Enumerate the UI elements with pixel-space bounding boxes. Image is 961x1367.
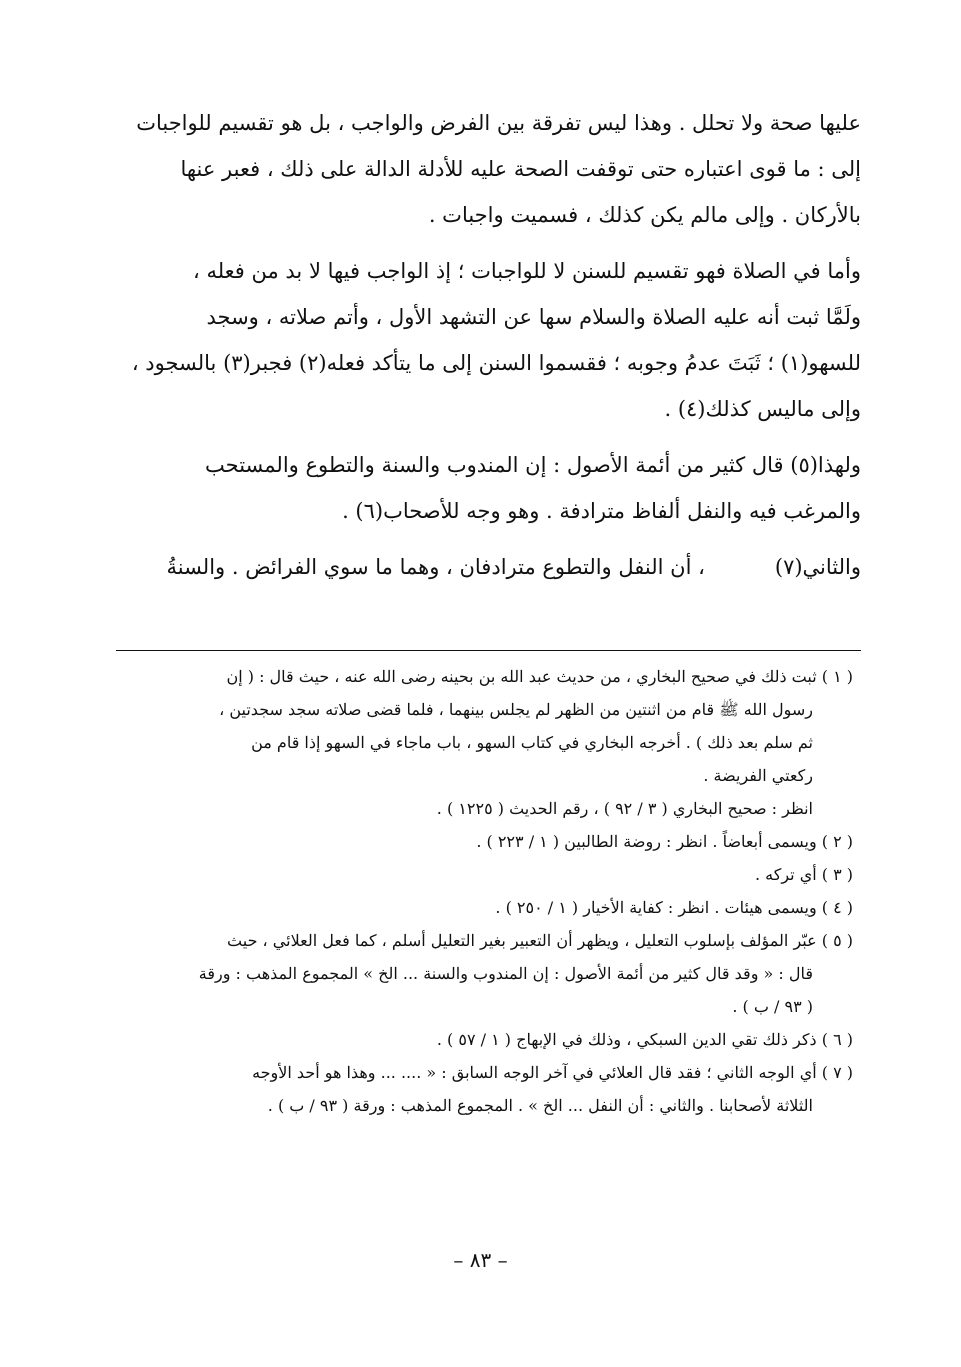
footnote-line: ( ٧ ) أي الوجه الثاني ؛ فقد قال العلائي في آخر الوجه السابق : « .... ... وهذا هو أحد الأوجه: [252, 1063, 853, 1082]
footnote-3: [118, 858, 853, 891]
text-line: ولَمَّا ثبت أنه عليه الصلاة والسلام سها عن التشهد الأول ، وأتم صلاته ، وسجد: [206, 305, 861, 329]
footnote-line: قال : « وقد قال كثير من أئمة الأصول : إن المندوب والسنة ... الخ » المجموع المذهب : ورقة: [198, 964, 813, 983]
text-line: وأما في الصلاة فهو تقسيم للسنن لا للواجبات ؛ إذ الواجب فيها لا بد من فعله ،: [192, 259, 861, 283]
footnote-separator: [116, 650, 861, 651]
footnote-7: [118, 1056, 853, 1122]
text-continuation: ، أن النفل والتطوع مترادفان ، وهما ما سوي الفرائض . والسنةُ: [166, 555, 705, 579]
paragraph-4: [118, 544, 861, 590]
footnote-4: [118, 891, 853, 924]
footnote-line: ركعتي الفريضة .: [703, 766, 813, 785]
main-text: [118, 100, 861, 590]
footnote-2: [118, 825, 853, 858]
footnote-1: [118, 660, 853, 825]
footnote-line: ( ٢ ) ويسمى أبعاضاً . انظر : روضة الطالبين ( ١ / ٢٢٣ ) .: [476, 832, 853, 851]
paragraph-3: [118, 442, 861, 534]
footnote-line: ( ٦ ) ذكر ذلك تقي الدين السبكي ، وذلك في الإبهاج ( ١ / ٥٧ ) .: [436, 1030, 853, 1049]
text-line: وإلى ماليس كذلك(٤) .: [664, 397, 861, 421]
paragraph-1: [118, 100, 861, 238]
text-line: إلى : ما قوى اعتباره حتى توقفت الصحة عليه للأدلة الدالة على ذلك ، فعبر عنها: [180, 157, 861, 181]
footnote-line: ( ٤ ) ويسمى هيئات . انظر : كفاية الأخيار ( ١ / ٢٥٠ ) .: [495, 898, 853, 917]
footnote-line: ( ١ ) ثبت ذلك في صحيح البخاري ، من حديث عبد الله بن بحينه رضى الله عنه ، حيث قال : ( إن: [226, 667, 853, 686]
text-line: عليها صحة ولا تحلل . وهذا ليس تفرقة بين الفرض والواجب ، بل هو تقسيم للواجبات: [136, 111, 861, 135]
text-line: للسهو(١) ؛ ثَبَتَ عدمُ وجوبه ؛ فقسموا السنن إلى ما يتأكد فعله(٢) فجبر(٣) بالسجود ،: [131, 351, 861, 375]
footnote-line: انظر : صحيح البخاري ( ٣ / ٩٢ ) ، رقم الحديث ( ١٢٢٥ ) .: [436, 799, 813, 818]
text-line: بالأركان . وإلى مالم يكن كذلك ، فسميت واجبات .: [428, 203, 861, 227]
footnote-5: [118, 924, 853, 1023]
footnotes: [118, 660, 853, 1122]
footnote-line: الثلاثة لأصحابنا . والثاني : أن النفل ... الخ » . المجموع المذهب : ورقة ( ٩٣ / ب ) .: [267, 1096, 813, 1115]
footnote-line: ثم سلم بعد ذلك ) . أخرجه البخاري في كتاب السهو ، باب ماجاء في السهو إذا قام من: [251, 733, 813, 752]
footnote-line: رسول الله ﷺ قام من اثنتين من الظهر لم يجلس بينهما ، فلما قضى صلاته سجد سجدتين ،: [219, 700, 813, 719]
footnote-line: ( ٣ ) أي تركه .: [754, 865, 853, 884]
footnote-line: ( ٥ ) عبّر المؤلف بإسلوب التعليل ، ويظهر أن التعبير بغير التعليل أسلم ، كما فعل العلائي ، حيث: [227, 931, 853, 950]
text-line: ولهذا(٥) قال كثير من أئمة الأصول : إن المندوب والسنة والتطوع والمستحب: [205, 453, 861, 477]
text-line: والمرغب فيه والنفل ألفاظ مترادفة . وهو وجه للأصحاب(٦) .: [342, 499, 861, 523]
footnote-line: ( ٩٣ / ب ) .: [732, 997, 813, 1016]
text-start: والثاني(٧): [774, 555, 861, 579]
paragraph-2: [118, 248, 861, 432]
page-number: – ٨٣ –: [453, 1248, 508, 1272]
footnote-6: [118, 1023, 853, 1056]
